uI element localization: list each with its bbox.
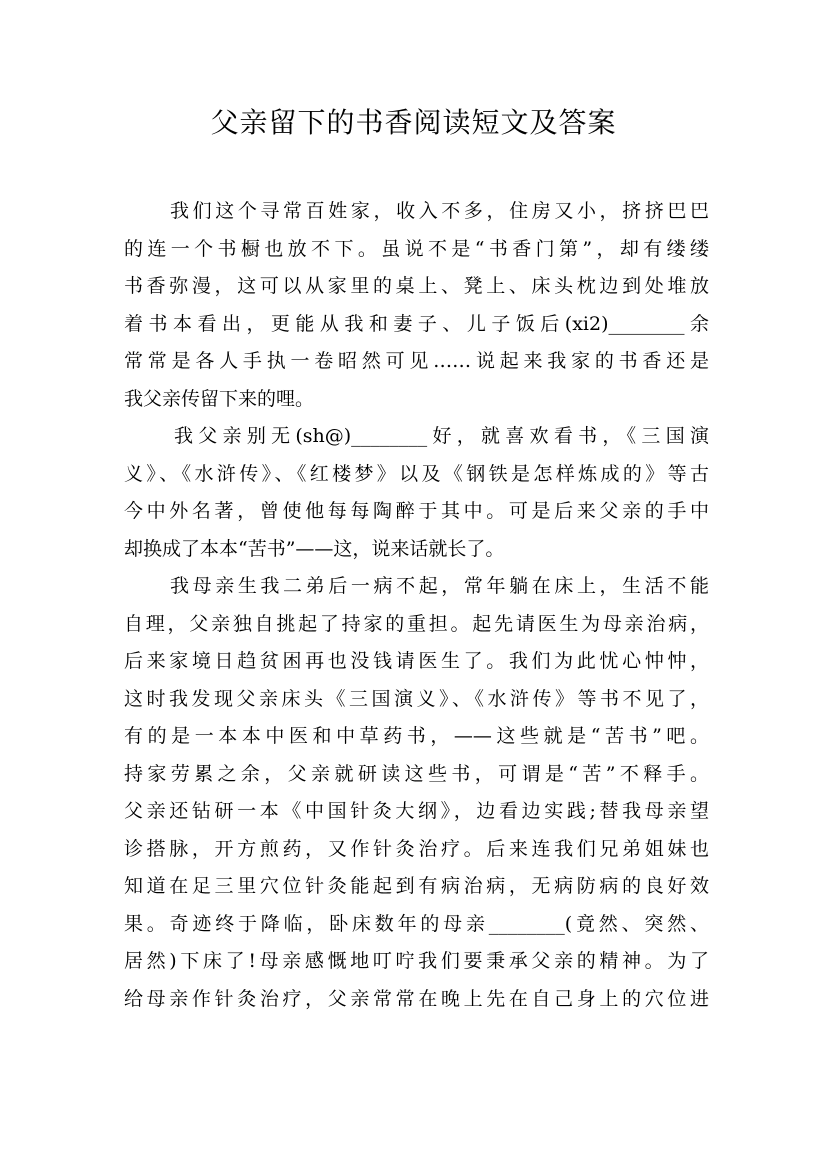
paragraph-line: 我父亲别无(sh@)________好，就喜欢看书，《三国演 — [174, 425, 709, 447]
paragraph-line: 诊搭脉，开方煎药，又作针灸治疗。后来连我们兄弟姐妹也 — [124, 837, 709, 860]
paragraph-line: 持家劳累之余，父亲就研读这些书，可谓是“苦”不释手。 — [124, 762, 709, 785]
paragraph-line: 后来家境日趋贫困再也没钱请医生了。我们为此忧心忡忡， — [124, 650, 709, 672]
paragraph-line: 书香弥漫，这可以从家里的桌上、凳上、床头枕边到处堆放 — [124, 275, 709, 297]
paragraph-line: 我们这个寻常百姓家，收入不多，住房又小，挤挤巴巴 — [170, 200, 709, 222]
paragraph-line: 自理，父亲独自挑起了持家的重担。起先请医生为母亲治病， — [124, 612, 709, 635]
paragraph-line: 我父亲传留下来的哩。 — [124, 387, 315, 410]
paragraph-line: 给母亲作针灸治疗，父亲常常在晚上先在自己身上的穴位进 — [124, 987, 709, 1010]
paragraph-line: 的连一个书橱也放不下。虽说不是“书香门第”，却有缕缕 — [124, 237, 709, 260]
paragraph-line: 果。奇迹终于降临，卧床数年的母亲________(竟然、突然、 — [124, 912, 709, 935]
paragraph-line: 这时我发现父亲床头《三国演义》、《水浒传》等书不见了， — [124, 687, 709, 710]
paragraph-line: 知道在足三里穴位针灸能起到有病治病，无病防病的良好效 — [124, 875, 709, 897]
article-body — [124, 193, 709, 1018]
paragraph-line: 居然)下床了!母亲感慨地叮咛我们要秉承父亲的精神。为了 — [124, 950, 709, 972]
paragraph-line: 着书本看出，更能从我和妻子、儿子饭后(xi2)________余 — [124, 312, 709, 335]
document-title: 父亲留下的书香阅读短文及答案 — [210, 106, 617, 139]
paragraph-line: 常常是各人手执一卷昭然可见……说起来我家的书香还是 — [124, 350, 709, 372]
paragraph-line: 义》、《水浒传》、《红楼梦》以及《钢铁是怎样炼成的》等古 — [124, 462, 709, 485]
paragraph-line: 今中外名著，曾使他每每陶醉于其中。可是后来父亲的手中 — [124, 500, 709, 522]
paragraph-line: 却换成了本本“苦书”——这，说来话就长了。 — [124, 537, 505, 560]
paragraph-line: 有的是一本本中医和中草药书，——这些就是“苦书”吧。 — [124, 725, 709, 747]
paragraph-line: 父亲还钻研一本《中国针灸大纲》，边看边实践;替我母亲望 — [124, 800, 709, 822]
paragraph-line: 我母亲生我二弟后一病不起，常年躺在床上，生活不能 — [170, 575, 709, 597]
